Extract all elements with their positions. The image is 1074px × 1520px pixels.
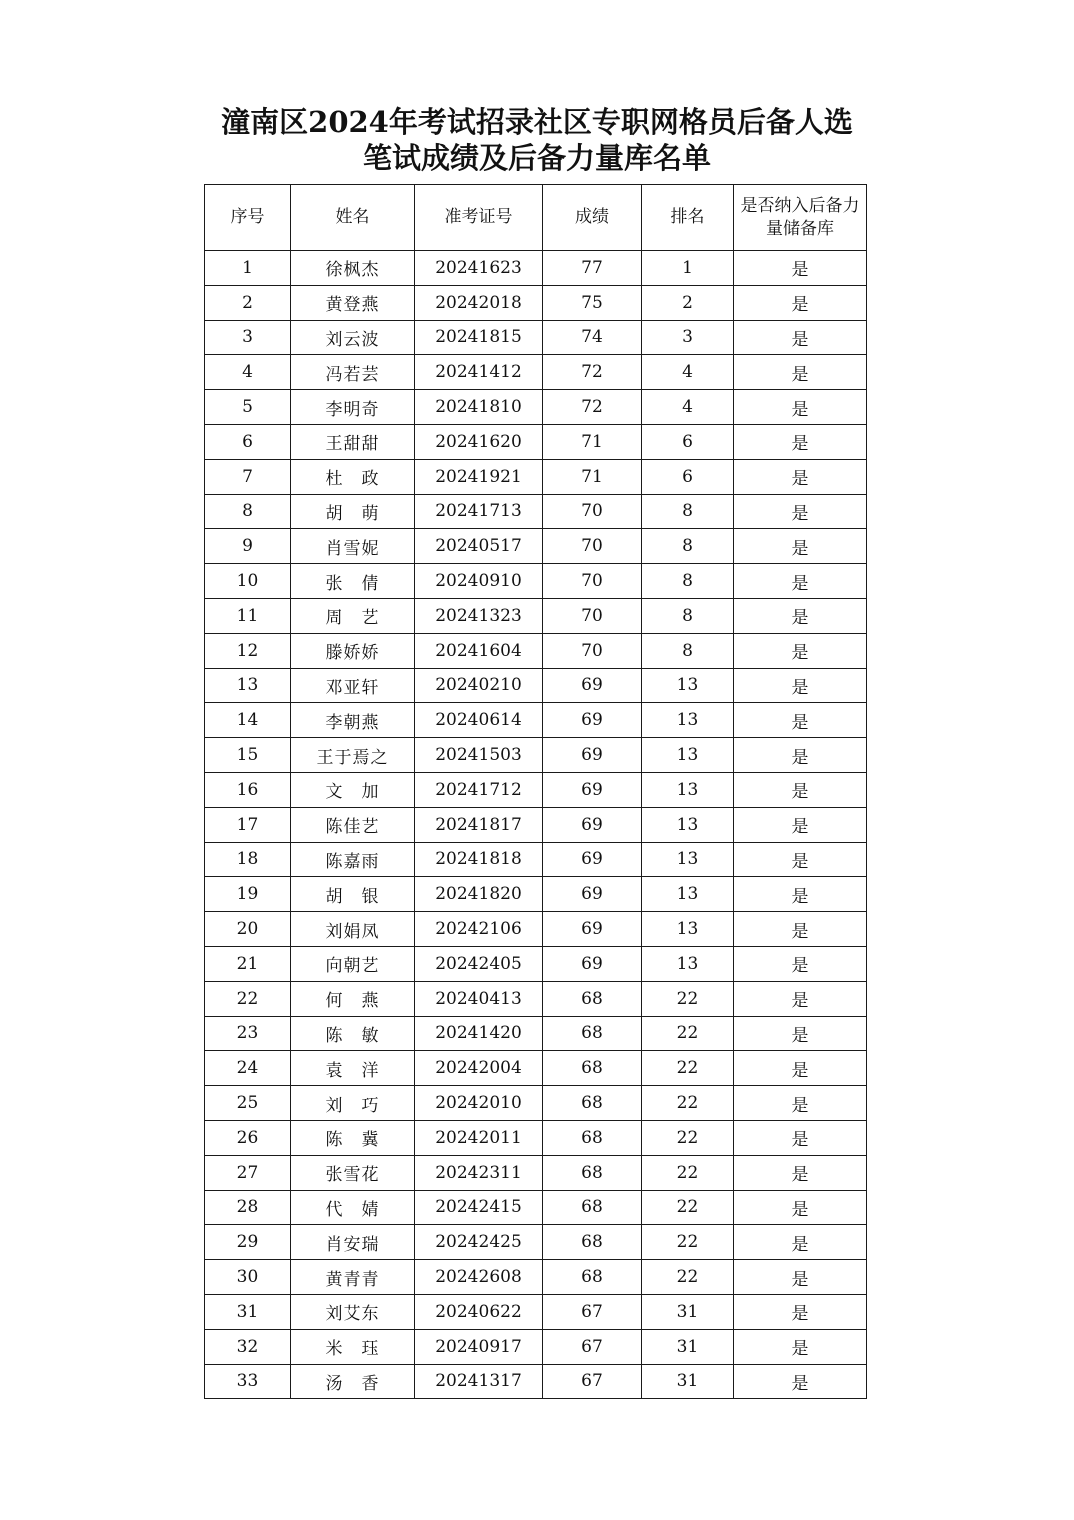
score-cell: 71	[543, 424, 642, 459]
exam-number-cell: 20242405	[415, 946, 543, 981]
exam-number-cell: 20240413	[415, 981, 543, 1016]
score-cell: 72	[543, 355, 642, 390]
reserve-pool-cell: 是	[734, 1260, 867, 1295]
document-title-line2: 笔试成绩及后备力量库名单	[362, 141, 711, 175]
table-row	[205, 703, 867, 738]
name-cell: 杜 政	[291, 459, 415, 494]
serial-cell: 29	[205, 1225, 291, 1260]
serial-cell: 22	[205, 981, 291, 1016]
score-cell: 69	[543, 842, 642, 877]
score-cell: 77	[543, 251, 642, 286]
rank-cell: 13	[642, 912, 734, 947]
serial-cell: 14	[205, 703, 291, 738]
exam-number-cell: 20242004	[415, 1051, 543, 1086]
exam-number-cell: 20242311	[415, 1155, 543, 1190]
name-cell: 文 加	[291, 772, 415, 807]
rank-cell: 4	[642, 355, 734, 390]
name-cell: 米 珏	[291, 1329, 415, 1364]
name-cell: 周 艺	[291, 598, 415, 633]
column-header-serial: 序号	[205, 185, 291, 251]
rank-cell: 8	[642, 633, 734, 668]
exam-number-cell: 20241921	[415, 459, 543, 494]
score-cell: 68	[543, 1086, 642, 1121]
serial-cell: 4	[205, 355, 291, 390]
name-cell: 滕娇娇	[291, 633, 415, 668]
serial-cell: 2	[205, 285, 291, 320]
score-cell: 69	[543, 946, 642, 981]
table-row	[205, 1225, 867, 1260]
reserve-pool-cell: 是	[734, 285, 867, 320]
exam-number-cell: 20241412	[415, 355, 543, 390]
table-row	[205, 390, 867, 425]
score-cell: 70	[543, 598, 642, 633]
rank-cell: 1	[642, 251, 734, 286]
table-row	[205, 981, 867, 1016]
rank-cell: 13	[642, 668, 734, 703]
table-row	[205, 912, 867, 947]
table-row	[205, 1329, 867, 1364]
table-row	[205, 251, 867, 286]
table-header-row	[205, 185, 867, 251]
column-header-rank: 排名	[642, 185, 734, 251]
rank-cell: 22	[642, 1051, 734, 1086]
serial-cell: 32	[205, 1329, 291, 1364]
rank-cell: 3	[642, 320, 734, 355]
exam-number-cell: 20241620	[415, 424, 543, 459]
exam-number-cell: 20241820	[415, 877, 543, 912]
table-row	[205, 320, 867, 355]
rank-cell: 13	[642, 842, 734, 877]
name-cell: 陈 冀	[291, 1120, 415, 1155]
rank-cell: 13	[642, 703, 734, 738]
table-row	[205, 1364, 867, 1399]
rank-cell: 22	[642, 1225, 734, 1260]
serial-cell: 19	[205, 877, 291, 912]
reserve-pool-cell: 是	[734, 946, 867, 981]
reserve-pool-cell: 是	[734, 981, 867, 1016]
name-cell: 李朝燕	[291, 703, 415, 738]
table-row	[205, 1051, 867, 1086]
reserve-pool-cell: 是	[734, 807, 867, 842]
exam-number-cell: 20241817	[415, 807, 543, 842]
score-cell: 68	[543, 1155, 642, 1190]
serial-cell: 9	[205, 529, 291, 564]
reserve-pool-cell: 是	[734, 564, 867, 599]
exam-number-cell: 20240910	[415, 564, 543, 599]
score-cell: 68	[543, 981, 642, 1016]
table-row	[205, 807, 867, 842]
rank-cell: 8	[642, 598, 734, 633]
reserve-pool-cell: 是	[734, 251, 867, 286]
column-header-score: 成绩	[543, 185, 642, 251]
serial-cell: 27	[205, 1155, 291, 1190]
reserve-pool-cell: 是	[734, 320, 867, 355]
reserve-pool-cell: 是	[734, 633, 867, 668]
exam-number-cell: 20241713	[415, 494, 543, 529]
rank-cell: 6	[642, 459, 734, 494]
name-cell: 刘艾东	[291, 1294, 415, 1329]
serial-cell: 6	[205, 424, 291, 459]
reserve-pool-cell: 是	[734, 598, 867, 633]
rank-cell: 8	[642, 529, 734, 564]
table-row	[205, 494, 867, 529]
serial-cell: 30	[205, 1260, 291, 1295]
reserve-pool-cell: 是	[734, 424, 867, 459]
reserve-pool-cell: 是	[734, 529, 867, 564]
name-cell: 向朝艺	[291, 946, 415, 981]
rank-cell: 22	[642, 1086, 734, 1121]
score-cell: 74	[543, 320, 642, 355]
table-row	[205, 668, 867, 703]
serial-cell: 15	[205, 738, 291, 773]
exam-number-cell: 20240614	[415, 703, 543, 738]
reserve-pool-cell: 是	[734, 703, 867, 738]
rank-cell: 22	[642, 981, 734, 1016]
exam-number-cell: 20240210	[415, 668, 543, 703]
score-cell: 68	[543, 1051, 642, 1086]
score-cell: 67	[543, 1364, 642, 1399]
reserve-pool-cell: 是	[734, 772, 867, 807]
name-cell: 刘娟凤	[291, 912, 415, 947]
name-cell: 胡 萌	[291, 494, 415, 529]
table-row	[205, 1260, 867, 1295]
score-cell: 69	[543, 772, 642, 807]
exam-number-cell: 20241420	[415, 1016, 543, 1051]
table-body	[205, 251, 867, 1399]
exam-number-cell: 20241818	[415, 842, 543, 877]
table-row	[205, 1086, 867, 1121]
reserve-pool-cell: 是	[734, 842, 867, 877]
score-cell: 68	[543, 1225, 642, 1260]
rank-cell: 22	[642, 1260, 734, 1295]
table-row	[205, 529, 867, 564]
reserve-pool-cell: 是	[734, 668, 867, 703]
table-row	[205, 564, 867, 599]
exam-number-cell: 20241815	[415, 320, 543, 355]
name-cell: 陈佳艺	[291, 807, 415, 842]
table-row	[205, 424, 867, 459]
reserve-pool-cell: 是	[734, 738, 867, 773]
serial-cell: 13	[205, 668, 291, 703]
candidate-table	[204, 184, 867, 1399]
reserve-pool-cell: 是	[734, 1190, 867, 1225]
serial-cell: 20	[205, 912, 291, 947]
document-title-line1: 潼南区2024年考试招录社区专职网格员后备人选	[221, 105, 853, 139]
exam-number-cell: 20241503	[415, 738, 543, 773]
rank-cell: 13	[642, 772, 734, 807]
name-cell: 肖雪妮	[291, 529, 415, 564]
reserve-pool-cell: 是	[734, 494, 867, 529]
reserve-pool-cell: 是	[734, 459, 867, 494]
serial-cell: 18	[205, 842, 291, 877]
serial-cell: 28	[205, 1190, 291, 1225]
serial-cell: 10	[205, 564, 291, 599]
score-cell: 68	[543, 1260, 642, 1295]
name-cell: 肖安瑞	[291, 1225, 415, 1260]
table-row	[205, 772, 867, 807]
serial-cell: 33	[205, 1364, 291, 1399]
name-cell: 汤 香	[291, 1364, 415, 1399]
name-cell: 冯若芸	[291, 355, 415, 390]
name-cell: 张雪花	[291, 1155, 415, 1190]
score-cell: 68	[543, 1120, 642, 1155]
score-cell: 70	[543, 494, 642, 529]
score-cell: 70	[543, 633, 642, 668]
reserve-pool-cell: 是	[734, 355, 867, 390]
serial-cell: 12	[205, 633, 291, 668]
serial-cell: 8	[205, 494, 291, 529]
rank-cell: 22	[642, 1016, 734, 1051]
score-cell: 69	[543, 912, 642, 947]
serial-cell: 5	[205, 390, 291, 425]
rank-cell: 13	[642, 738, 734, 773]
name-cell: 刘 巧	[291, 1086, 415, 1121]
score-cell: 68	[543, 1016, 642, 1051]
exam-number-cell: 20240622	[415, 1294, 543, 1329]
rank-cell: 13	[642, 946, 734, 981]
table-row	[205, 1155, 867, 1190]
rank-cell: 8	[642, 564, 734, 599]
exam-number-cell: 20242011	[415, 1120, 543, 1155]
reserve-pool-cell: 是	[734, 1364, 867, 1399]
column-header-exam-number: 准考证号	[415, 185, 543, 251]
name-cell: 胡 银	[291, 877, 415, 912]
score-cell: 70	[543, 529, 642, 564]
serial-cell: 21	[205, 946, 291, 981]
rank-cell: 22	[642, 1190, 734, 1225]
name-cell: 王甜甜	[291, 424, 415, 459]
rank-cell: 22	[642, 1155, 734, 1190]
exam-number-cell: 20241604	[415, 633, 543, 668]
exam-number-cell: 20242010	[415, 1086, 543, 1121]
exam-number-cell: 20242018	[415, 285, 543, 320]
exam-number-cell: 20241623	[415, 251, 543, 286]
rank-cell: 2	[642, 285, 734, 320]
serial-cell: 24	[205, 1051, 291, 1086]
column-header-name: 姓名	[291, 185, 415, 251]
score-cell: 69	[543, 668, 642, 703]
name-cell: 李明奇	[291, 390, 415, 425]
exam-number-cell: 20241323	[415, 598, 543, 633]
exam-number-cell: 20242608	[415, 1260, 543, 1295]
name-cell: 邓亚轩	[291, 668, 415, 703]
table-row	[205, 1190, 867, 1225]
name-cell: 徐枫杰	[291, 251, 415, 286]
rank-cell: 31	[642, 1364, 734, 1399]
exam-number-cell: 20242106	[415, 912, 543, 947]
score-cell: 69	[543, 703, 642, 738]
score-cell: 69	[543, 877, 642, 912]
name-cell: 袁 洋	[291, 1051, 415, 1086]
table-row	[205, 738, 867, 773]
serial-cell: 3	[205, 320, 291, 355]
serial-cell: 7	[205, 459, 291, 494]
name-cell: 张 倩	[291, 564, 415, 599]
rank-cell: 31	[642, 1294, 734, 1329]
serial-cell: 1	[205, 251, 291, 286]
name-cell: 王于焉之	[291, 738, 415, 773]
table-row	[205, 842, 867, 877]
exam-number-cell: 20242425	[415, 1225, 543, 1260]
reserve-pool-cell: 是	[734, 877, 867, 912]
reserve-pool-cell: 是	[734, 1051, 867, 1086]
exam-number-cell: 20241810	[415, 390, 543, 425]
serial-cell: 16	[205, 772, 291, 807]
name-cell: 陈 敏	[291, 1016, 415, 1051]
table-row	[205, 633, 867, 668]
exam-number-cell: 20241317	[415, 1364, 543, 1399]
exam-number-cell: 20242415	[415, 1190, 543, 1225]
exam-number-cell: 20240517	[415, 529, 543, 564]
table-row	[205, 1016, 867, 1051]
serial-cell: 31	[205, 1294, 291, 1329]
reserve-pool-cell: 是	[734, 1086, 867, 1121]
reserve-pool-cell: 是	[734, 390, 867, 425]
table-row	[205, 459, 867, 494]
score-cell: 70	[543, 564, 642, 599]
serial-cell: 25	[205, 1086, 291, 1121]
reserve-pool-cell: 是	[734, 912, 867, 947]
table-row	[205, 877, 867, 912]
reserve-pool-cell: 是	[734, 1294, 867, 1329]
name-cell: 黄登燕	[291, 285, 415, 320]
reserve-pool-cell: 是	[734, 1155, 867, 1190]
name-cell: 何 燕	[291, 981, 415, 1016]
name-cell: 黄青青	[291, 1260, 415, 1295]
table-row	[205, 946, 867, 981]
reserve-pool-cell: 是	[734, 1329, 867, 1364]
serial-cell: 11	[205, 598, 291, 633]
table-row	[205, 1294, 867, 1329]
score-cell: 69	[543, 738, 642, 773]
reserve-pool-cell: 是	[734, 1120, 867, 1155]
score-cell: 68	[543, 1190, 642, 1225]
column-header-reserve-pool: 是否纳入后备力量储备库	[734, 185, 867, 251]
rank-cell: 8	[642, 494, 734, 529]
score-cell: 69	[543, 807, 642, 842]
rank-cell: 6	[642, 424, 734, 459]
table-row	[205, 598, 867, 633]
exam-number-cell: 20241712	[415, 772, 543, 807]
score-cell: 72	[543, 390, 642, 425]
score-cell: 71	[543, 459, 642, 494]
rank-cell: 22	[642, 1120, 734, 1155]
rank-cell: 13	[642, 877, 734, 912]
table-row	[205, 1120, 867, 1155]
rank-cell: 31	[642, 1329, 734, 1364]
rank-cell: 13	[642, 807, 734, 842]
score-cell: 75	[543, 285, 642, 320]
exam-number-cell: 20240917	[415, 1329, 543, 1364]
table-row	[205, 285, 867, 320]
name-cell: 陈嘉雨	[291, 842, 415, 877]
reserve-pool-cell: 是	[734, 1225, 867, 1260]
score-cell: 67	[543, 1329, 642, 1364]
serial-cell: 23	[205, 1016, 291, 1051]
name-cell: 刘云波	[291, 320, 415, 355]
reserve-pool-cell: 是	[734, 1016, 867, 1051]
score-cell: 67	[543, 1294, 642, 1329]
serial-cell: 26	[205, 1120, 291, 1155]
rank-cell: 4	[642, 390, 734, 425]
serial-cell: 17	[205, 807, 291, 842]
table-row	[205, 355, 867, 390]
name-cell: 代 婧	[291, 1190, 415, 1225]
